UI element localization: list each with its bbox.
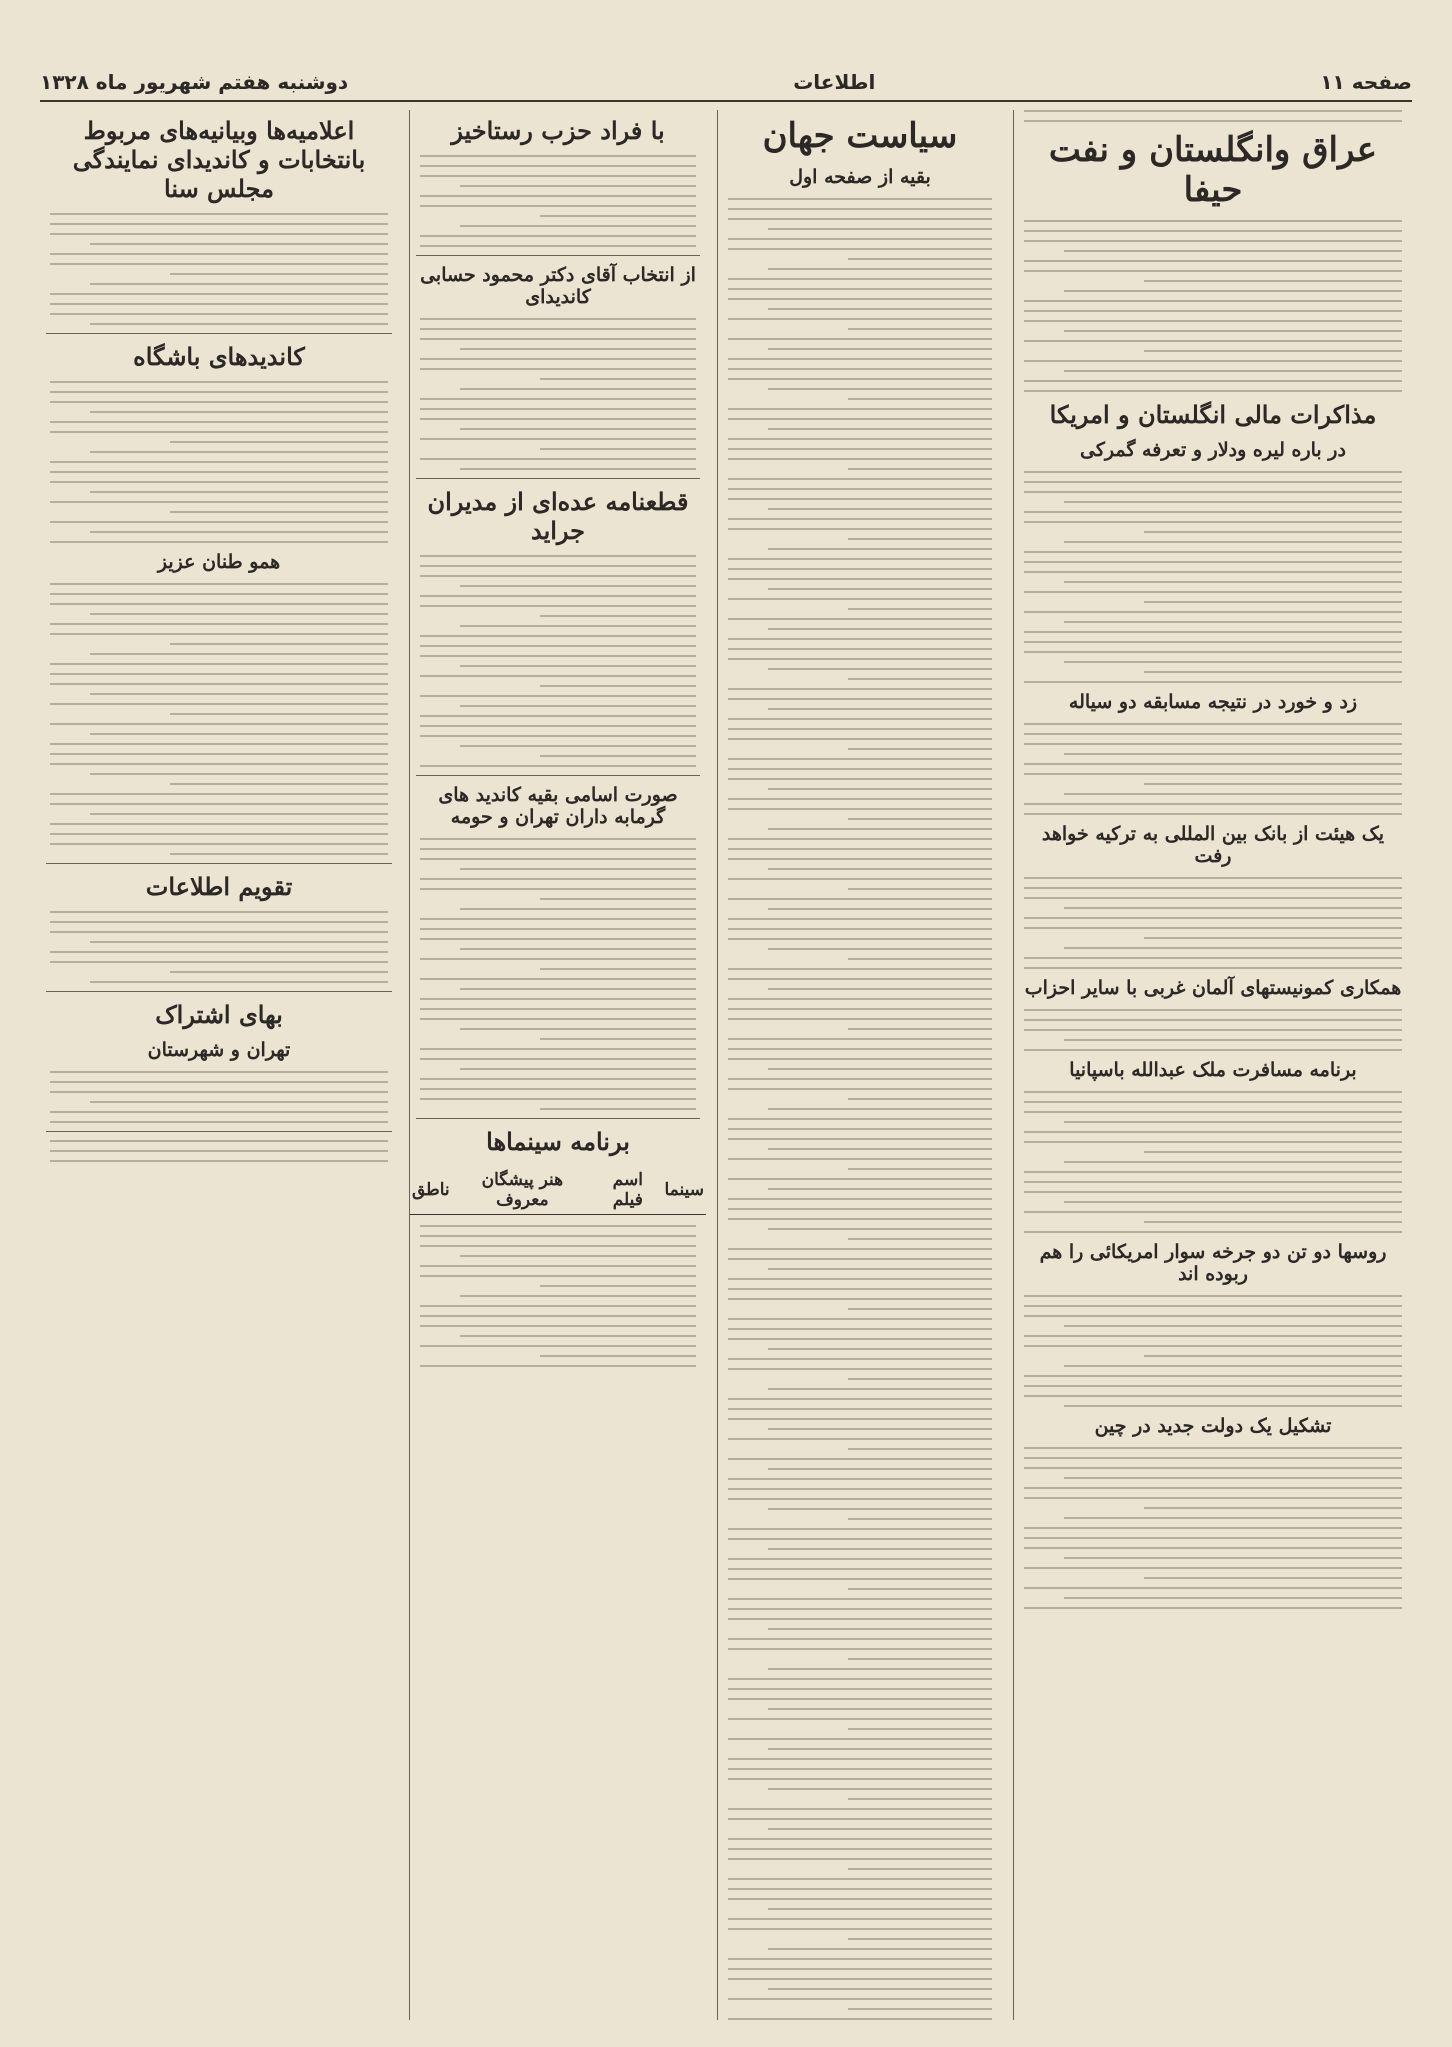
divider bbox=[46, 1131, 392, 1132]
text-lines bbox=[50, 1071, 388, 1123]
cinema-header-language: ناطق bbox=[410, 1166, 452, 1215]
text-lines bbox=[1024, 1009, 1402, 1051]
newspaper-page bbox=[40, 40, 1412, 2020]
paper-name: اطلاعات bbox=[793, 70, 876, 94]
cinema-header-cinema: سینما bbox=[662, 1166, 706, 1215]
headline-dear-compatriots: همو طنان عزیز bbox=[157, 551, 281, 573]
subheadline-pound-dollar: در باره لیره ودلار و تعرفه گمرکی bbox=[1080, 439, 1346, 461]
text-lines bbox=[420, 555, 696, 767]
divider bbox=[416, 1118, 700, 1119]
cinema-header-film: اسم فیلم bbox=[593, 1166, 662, 1215]
headline-senate-announcements: اعلامیه‌ها وبیانیه‌های مربوط بانتخابات و کاندیدای نمایندگی مجلس سنا bbox=[72, 116, 366, 203]
column-senate-elections bbox=[40, 110, 398, 2020]
headline-rastakhiz-party: با فراد حزب رستاخیز bbox=[451, 116, 665, 145]
cinema-program-title: برنامه سینماها bbox=[486, 1127, 630, 1156]
cinema-header-actors: هنر پیشگان معروف bbox=[452, 1166, 593, 1215]
text-lines bbox=[1024, 110, 1402, 122]
headline-subscription: بهای اشتراک bbox=[155, 1000, 283, 1029]
divider bbox=[46, 991, 392, 992]
divider bbox=[416, 775, 700, 776]
cinema-table-header bbox=[410, 1166, 706, 1215]
issue-date: دوشنبه هفتم شهریور ماه ۱۳۲۸ bbox=[40, 70, 349, 94]
divider bbox=[46, 333, 392, 334]
text-lines bbox=[1024, 877, 1402, 969]
headline-communists: همکاری کمونیستهای آلمان غربی با سایر احزاب bbox=[1024, 977, 1402, 999]
masthead bbox=[40, 54, 1412, 102]
column-world-politics bbox=[717, 110, 1002, 2020]
text-lines bbox=[50, 1140, 388, 1162]
cinema-table bbox=[410, 1166, 706, 1215]
text-lines bbox=[420, 155, 696, 247]
text-lines bbox=[50, 381, 388, 543]
page-number: صفحه ۱۱ bbox=[1320, 70, 1412, 94]
divider bbox=[416, 255, 700, 256]
text-lines bbox=[1024, 1295, 1402, 1407]
text-lines bbox=[1024, 1447, 1402, 1609]
text-lines bbox=[1024, 723, 1402, 815]
headline-dr-hesabi: از انتخاب آقای دکتر محمود حسابی کاندیدای bbox=[420, 264, 696, 308]
subheadline-tehran-provinces: تهران و شهرستان bbox=[147, 1039, 291, 1061]
column-election-ads bbox=[409, 110, 706, 2020]
headline-financial-talks: مذاکرات مالی انگلستان و امریکا bbox=[1049, 400, 1377, 429]
text-lines bbox=[50, 583, 388, 855]
text-lines bbox=[50, 213, 388, 325]
text-lines bbox=[420, 838, 696, 1110]
headline-club-candidates: کاندیدهای باشگاه bbox=[133, 342, 305, 371]
text-lines bbox=[1024, 471, 1402, 683]
headline-king-abdullah: برنامه مسافرت ملک عبدالله باسپانیا bbox=[1069, 1059, 1357, 1081]
headline-bathhouse-candidates: صورت اسامی بقیه کاندید های گرمابه داران تهران و حومه bbox=[438, 784, 678, 828]
headline-world-bank: یک هیئت از بانک بین المللی به ترکیه خواهد رفت bbox=[1041, 823, 1385, 867]
headline-calendar: تقویم اطلاعات bbox=[145, 872, 293, 901]
divider bbox=[46, 863, 392, 864]
column-world-news bbox=[1013, 110, 1412, 2020]
continued-from-page-one: بقیه از صفحه اول bbox=[789, 166, 931, 188]
headline-cyclists: روسها دو تن دو جرخه سوار امریکائی را هم ربوده اند bbox=[1039, 1241, 1387, 1285]
text-lines bbox=[420, 318, 696, 470]
headline-press-resolution: قطعنامه عده‌ای از مدیران جراید bbox=[427, 487, 689, 545]
text-lines bbox=[1024, 1091, 1402, 1233]
text-lines bbox=[728, 198, 992, 2020]
headline-world-politics: سیاست جهان bbox=[762, 116, 958, 156]
divider bbox=[416, 478, 700, 479]
headline-china: تشکیل یک دولت جدید در چین bbox=[1094, 1415, 1332, 1437]
headline-clash: زد و خورد در نتیجه مسابقه دو سیاله bbox=[1068, 691, 1358, 713]
text-lines bbox=[50, 911, 388, 983]
cinema-rows bbox=[420, 1225, 696, 1367]
text-lines bbox=[1024, 220, 1402, 392]
headline-iraq: عراق وانگلستان و نفت حیفا bbox=[1048, 130, 1378, 210]
